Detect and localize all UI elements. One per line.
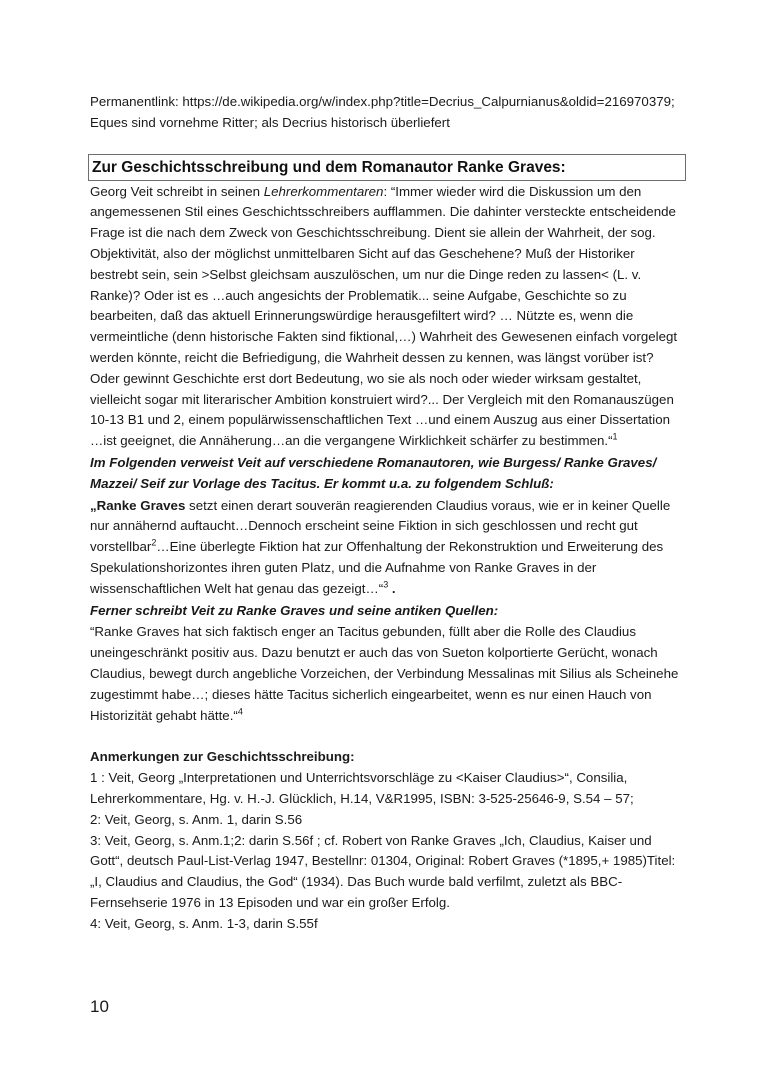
permalink-text: Permanentlink: https://de.wikipedia.org/w/index.php?title=Decrius_Calpurnianus&oldid=216970379; Eques sind vornehme Ritter; als Decrius historisch überliefert bbox=[90, 94, 675, 130]
note-item: 1 : Veit, Georg „Interpretationen und Unterrichtsvorschläge zu <Kaiser Claudius>“, Consilia, Lehrerkommentare, Hg. v. H.-J. Glücklich, H.14, V&R1995, ISBN: 3-525-25646-9, S.54 – 57; bbox=[90, 770, 634, 806]
section-title: Zur Geschichtsschreibung und dem Romanautor Ranke Graves: bbox=[88, 154, 686, 181]
note-item: 4: Veit, Georg, s. Anm. 1-3, darin S.55f bbox=[90, 915, 318, 931]
ranke-graves-end: . bbox=[388, 580, 396, 596]
quote-text: : “Immer wieder wird die Diskussion um den angemessenen Stil eines Geschichtsschreibers aufflammen. Die dahinter versteckte entscheidende Frage ist die nach dem Zweck von Geschichtsschreibung. Dient sie allein der Wahrheit, der sog. Objektivität, also der möglichst unmittelbaren Sicht auf das Geschehene? Muß der Historiker bestrebt sein, sein >Selbst gleichsam auszulöschen, um nur die Dinge reden zu lassen< (L. v. Ranke)? Oder ist es …auch angesichts der Problematik... seine Aufgabe, Geschichte so zu bearbeiten, daß das aktuell Erinnerungswürdige herausgefiltert wird? … Nützte es, wenn die vermeintliche (denn historische Fakten sind fiktional,…) Wahrheit des Gewesenen einfach vorgelegt werden könnte, reicht die Befriedigung, die Wahrheit dessen zu kennen, was längst vorüber ist? Oder gewinnt Geschichte erst dort Bedeutung, wo sie als noch oder wieder wirksam gestaltet, vielleicht sogar mit literarischer Ambition konstruiert wird?... Der Vergleich mit den Romanauszügen 10-13 B1 und 2, einem populärwissenschaftlichen Text …und einem Auszug aus einer Dissertation …ist geeignet, die Annäherung…an die vergangene Wirklichkeit schärfer zu bestimmen.“ bbox=[90, 183, 678, 449]
note-item: 3: Veit, Georg, s. Anm.1;2: darin S.56f ; cf. Robert von Ranke Graves „Ich, Claudius, Kaiser und Gott“, deutsch Paul-List-Verlag 1947, Bestellnr: 01304, Original: Robert Graves (*1895,+ 1985)Titel: „I, Claudius and Claudius, the God“ (1934). Das Buch wurde bald verfilmt, zuletzt als BBC- Fernsehserie 1976 in 13 Episoden und war ein großer Erfolg. bbox=[90, 832, 676, 910]
page-number: 10 bbox=[90, 997, 109, 1016]
document-page bbox=[90, 92, 686, 934]
footnote-ref-3: 3 bbox=[383, 579, 389, 590]
ranke-graves-text-a: setzt einen derart souverän reagierenden Claudius voraus, wie er in keiner Quelle nur annähernd auftaucht…Dennoch erscheint seine Fiktion in sich geschlossen und recht gut vorstellbar bbox=[90, 497, 671, 555]
note-item: 2: Veit, Georg, s. Anm. 1, darin S.56 bbox=[90, 811, 303, 827]
ranke-graves-text-b: …Eine überlegte Fiktion hat zur Offenhaltung der Rekonstruktion und Erweiterung des Spekulationshorizontes ihren guten Platz, und die Aufnahme von Ranke Graves in der wissenschaftlichen Welt hat genau das gezeigt…“ bbox=[90, 539, 664, 596]
ranke-graves-name: „Ranke Graves bbox=[90, 497, 186, 513]
tacitus-paragraph bbox=[90, 622, 686, 726]
footnote-ref-4: 4 bbox=[237, 706, 243, 717]
work-title: Lehrerkommentaren bbox=[263, 183, 384, 199]
notes-heading: Anmerkungen zur Geschichtsschreibung: bbox=[90, 749, 355, 765]
ranke-graves-paragraph bbox=[90, 496, 686, 600]
tacitus-text: “Ranke Graves hat sich faktisch enger an Tacitus gebunden, füllt aber die Rolle des Claudius uneingeschränkt positiv aus. Dazu benutzt er auch das von Sueton kolportierte Gerücht, wonach Claudius, bewegt durch angebliche Vorzeichen, der Verbindung Messalinas mit Silius als Scheinehe zugestimmt habe…; dieses hätte Tacitus sicherlich eingearbeitet, wenn es nur einen Hauch von Historizität gehabt hätte.“ bbox=[90, 624, 679, 723]
veit-quote-paragraph bbox=[90, 182, 686, 452]
footnote-ref-1: 1 bbox=[612, 431, 618, 442]
quote-intro: Georg Veit schreibt in seinen bbox=[90, 183, 264, 199]
footnote-ref-2: 2 bbox=[151, 537, 157, 548]
romanautoren-intro: Im Folgenden verweist Veit auf verschiedene Romanautoren, wie Burgess/ Ranke Graves/ Mazzei/ Seif zur Vorlage des Tacitus. Er kommt u.a. zu folgendem Schluß: bbox=[90, 454, 657, 491]
antike-quellen-intro: Ferner schreibt Veit zu Ranke Graves und seine antiken Quellen: bbox=[90, 602, 499, 618]
